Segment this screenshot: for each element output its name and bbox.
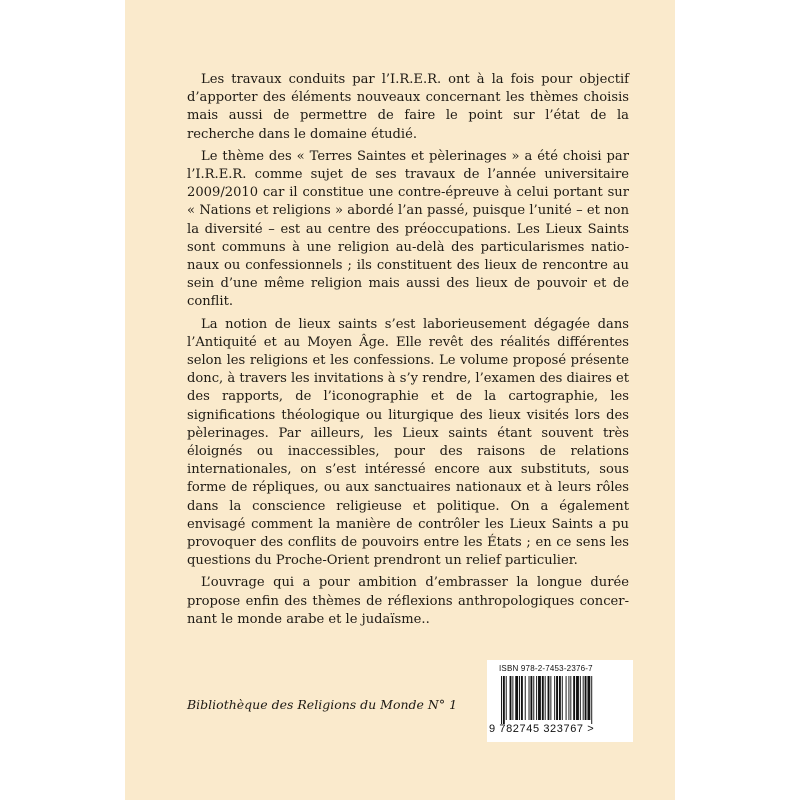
- blurb-paragraph-1: Les travaux conduits par l’I.R.E.R. ont à la fois pour objectif d’apporter des éléments nouveaux concernant les thèmes choisis mais aussi de permettre de faire le point sur l’état de la recherche dans le domaine étudié.: [187, 72, 629, 142]
- blurb-text: [187, 71, 629, 633]
- blurb-paragraph-2: Le thème des « Terres Saintes et pèlerinages » a été choisi par l’I.R.E.R. comme sujet de ses travaux de l’année universitaire 2009/2010 car il constitue une contre-épreuve à celui portant sur « Nations et religions » abordé l’an passé, puisque l’unité – et non la diversité – est au centre des préoccupations. Les Lieux Saints sont communs à une religion au-delà des particularismes nationaux ou confessionnels ; ils constituent des lieux de rencontre au sein d’une même religion mais aussi des lieux de pouvoir et de conflit.: [187, 148, 629, 310]
- blurb-paragraph-4: L’ouvrage qui a pour ambition d’embrasser la longue durée propose enfin des thèmes de réflexions anthropologiques concernant le monde arabe et le judaïsme..: [187, 575, 629, 627]
- barcode-icon: [501, 676, 621, 724]
- isbn-label: ISBN 978-2-7453-2376-7: [499, 664, 593, 673]
- blurb-paragraph-3: La notion de lieux saints s’est laborieusement dégagée dans l’Antiquité et au Moyen Âge. Elle revêt des réalités différentes selon les religions et les confessions. Le volume proposé présente donc, à travers les invitations à s’y rendre, l’examen des diaires et des rapports, de l’iconographie et de la cartographie, les significations théologique ou liturgique des lieux visités lors des pèlerinages. Par ailleurs, les Lieux saints étant souvent très éloignés ou inaccessibles, pour des raisons de relations internationales, on s’est intéressé encore aux substituts, sous forme de répliques, ou aux sanctuaires nationaux et à leurs rôles dans la conscience religieuse et politique. On a également envisagé comment la manière de contrôler les Lieux Saints a pu provoquer des conflits de pouvoirs entre les États ; en ce sens les questions du Proche-Orient prendront un relief particulier.: [187, 316, 629, 569]
- barcode-digits: 9 782745 323767 >: [489, 723, 595, 735]
- back-cover: [125, 0, 675, 800]
- series-title: Bibliothèque des Religions du Monde N° 1: [187, 697, 458, 712]
- barcode-panel: [487, 660, 633, 742]
